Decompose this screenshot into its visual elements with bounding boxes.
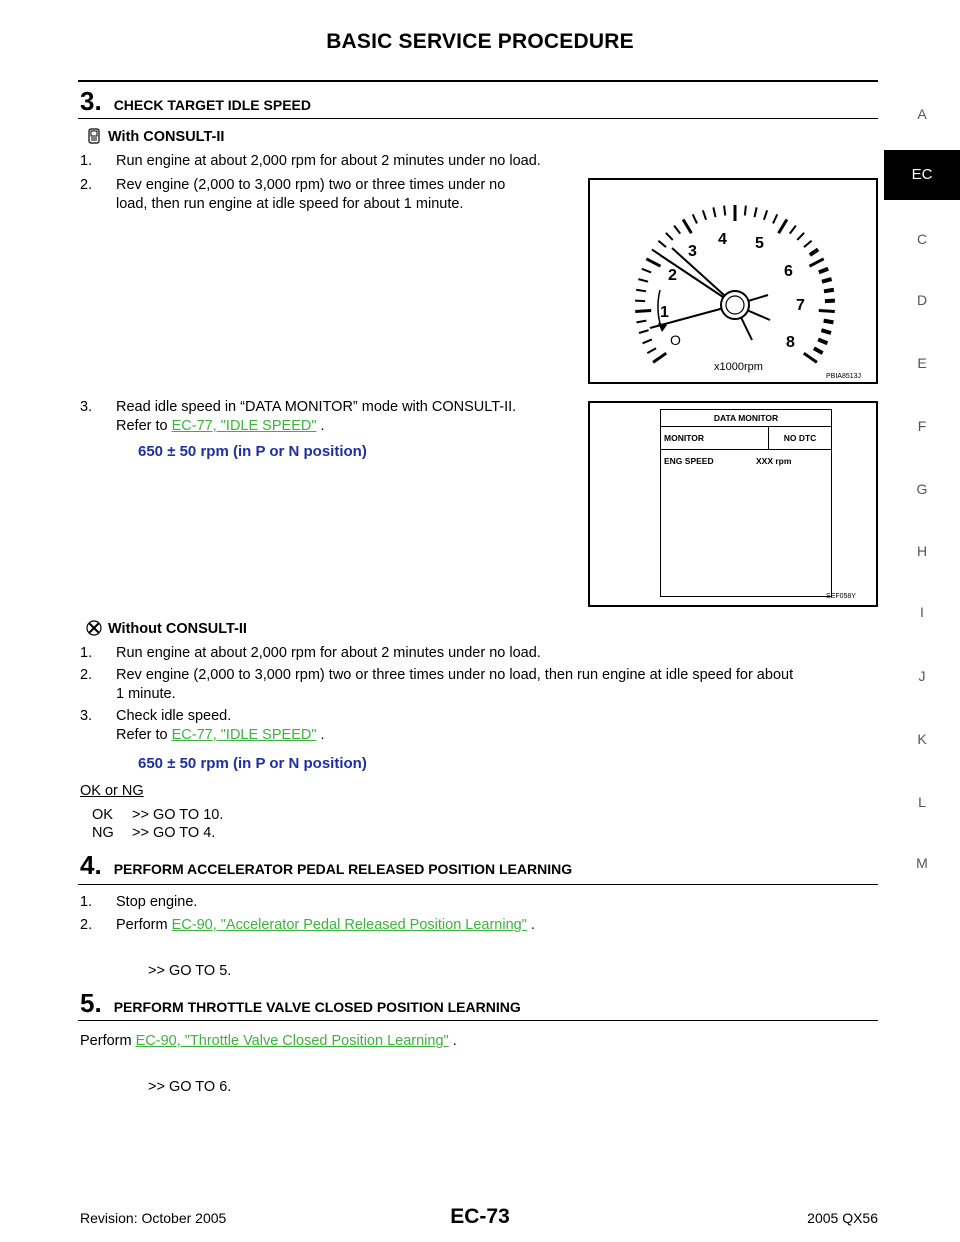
tach-number-2: 2 bbox=[668, 267, 677, 284]
tach-tick bbox=[713, 207, 715, 217]
tach-tick bbox=[635, 310, 651, 311]
step-number: 4. bbox=[80, 850, 102, 880]
goto-text: >> GO TO 5. bbox=[148, 963, 232, 979]
monitor-header-row bbox=[661, 427, 831, 450]
tach-tick bbox=[658, 241, 666, 247]
spec-idle-speed: 650 ± 50 rpm (in P or N position) bbox=[138, 755, 367, 772]
tach-tick bbox=[647, 348, 656, 353]
goto-text: >> GO TO 6. bbox=[148, 1079, 232, 1095]
tach-tick bbox=[810, 249, 818, 255]
tach-tick bbox=[646, 259, 660, 266]
tach-tick bbox=[666, 233, 673, 240]
tach-tick bbox=[773, 214, 777, 223]
tach-tick bbox=[819, 269, 828, 273]
list-item: 1. Run engine at about 2,000 rpm for about 2 minutes under no load. bbox=[80, 153, 541, 169]
side-tab-k[interactable]: K bbox=[917, 731, 927, 747]
side-tab-a[interactable]: A bbox=[917, 106, 927, 122]
no-tools-icon bbox=[86, 620, 102, 636]
step-title: PERFORM THROTTLE VALVE CLOSED POSITION LEARNING bbox=[113, 999, 521, 1015]
list-item: 2. Perform EC-90, "Accelerator Pedal Released Position Learning" . bbox=[80, 917, 535, 933]
step-number: 3. bbox=[80, 86, 102, 116]
tach-tick bbox=[790, 226, 796, 234]
without-consult-text: Without CONSULT-II bbox=[108, 621, 247, 637]
side-tab-f[interactable]: F bbox=[917, 418, 927, 434]
monitor-row-label: ENG SPEED bbox=[664, 456, 714, 466]
monitor-title: DATA MONITOR bbox=[661, 410, 831, 427]
tach-tick bbox=[643, 339, 652, 343]
result-row: OK >> GO TO 10. bbox=[92, 807, 224, 823]
footer-model: 2005 QX56 bbox=[807, 1210, 878, 1226]
tach-tick bbox=[724, 206, 725, 216]
tach-number-5: 5 bbox=[755, 235, 764, 252]
monitor-data-row bbox=[661, 450, 831, 472]
step-rule bbox=[78, 1020, 878, 1021]
list-item: 2. Rev engine (2,000 to 3,000 rpm) two or three times under no load, then run engine at idle speed for about 1 minute. bbox=[80, 667, 794, 702]
tach-tick bbox=[639, 330, 649, 333]
side-tab-j[interactable]: J bbox=[918, 668, 926, 684]
tach-tick bbox=[804, 241, 812, 247]
tach-tick bbox=[819, 310, 835, 311]
side-tab-i[interactable]: I bbox=[920, 604, 924, 620]
side-tab-e[interactable]: E bbox=[917, 355, 927, 371]
monitor-dtc-status: NO DTC bbox=[783, 433, 817, 443]
monitor-screen bbox=[660, 409, 832, 597]
side-tab-l[interactable]: L bbox=[918, 794, 926, 810]
without-consult-label bbox=[86, 620, 247, 639]
tach-number-0: O bbox=[670, 332, 681, 348]
tach-tick bbox=[637, 321, 647, 323]
consult-icon bbox=[86, 128, 102, 144]
footer-revision: Revision: October 2005 bbox=[80, 1210, 227, 1226]
tach-tick bbox=[821, 330, 831, 333]
accelerator-learning-link[interactable]: EC-90, "Accelerator Pedal Released Position Learning" bbox=[171, 917, 527, 933]
step-3-heading bbox=[80, 88, 311, 114]
side-tab-ec[interactable]: EC bbox=[884, 150, 960, 200]
tachometer-figure bbox=[588, 178, 878, 384]
idle-speed-link[interactable]: EC-77, "IDLE SPEED" bbox=[171, 727, 317, 743]
tach-tick bbox=[818, 339, 827, 343]
tach-tick bbox=[810, 259, 824, 266]
figure-code: SEF058Y bbox=[826, 593, 856, 600]
tach-tick bbox=[638, 279, 648, 282]
tachometer-illustration bbox=[590, 180, 876, 382]
tach-tick bbox=[822, 279, 832, 282]
tach-tick bbox=[764, 210, 767, 219]
side-tab-g[interactable]: G bbox=[916, 481, 928, 497]
tach-unit: x1000rpm bbox=[714, 361, 763, 373]
figure-code: PBIA8513J bbox=[826, 373, 862, 380]
side-tab-h[interactable]: H bbox=[916, 543, 928, 559]
result-label: OK or NG bbox=[80, 783, 144, 799]
tach-number-3: 3 bbox=[688, 243, 697, 260]
tach-tick bbox=[683, 220, 691, 234]
tach-number-7: 7 bbox=[796, 297, 805, 314]
list-item: 2. Rev engine (2,000 to 3,000 rpm) two or three times under no load, then run engine at idle speed for about 1 minute. bbox=[80, 177, 506, 212]
tach-tick bbox=[779, 220, 787, 234]
idle-speed-link[interactable]: EC-77, "IDLE SPEED" bbox=[171, 418, 317, 434]
page-number: EC-73 bbox=[450, 1205, 510, 1228]
tach-tick bbox=[674, 226, 680, 234]
tach-tick bbox=[636, 290, 646, 292]
with-consult-text: With CONSULT-II bbox=[108, 129, 225, 145]
throttle-learning-link[interactable]: EC-90, "Throttle Valve Closed Position Learning" bbox=[135, 1033, 449, 1049]
tach-tick bbox=[745, 206, 746, 216]
list-item: 3. Read idle speed in “DATA MONITOR” mode with CONSULT-II. Refer to EC-77, "IDLE SPEED" . bbox=[80, 399, 517, 434]
spec-idle-speed: 650 ± 50 rpm (in P or N position) bbox=[138, 443, 367, 460]
step-rule bbox=[78, 118, 878, 119]
step-number: 5. bbox=[80, 988, 102, 1018]
side-tab-c[interactable]: C bbox=[916, 231, 928, 247]
tach-tick bbox=[824, 290, 834, 292]
list-item: 3. Check idle speed. Refer to EC-77, "IDLE SPEED" . bbox=[80, 708, 325, 743]
tach-number-6: 6 bbox=[784, 263, 793, 280]
tach-number-8: 8 bbox=[786, 334, 795, 351]
tach-number-4: 4 bbox=[718, 231, 727, 248]
tach-tick bbox=[642, 269, 651, 273]
list-item: 1. Stop engine. bbox=[80, 894, 198, 910]
tach-tick bbox=[814, 348, 823, 353]
data-monitor-figure bbox=[588, 401, 878, 607]
side-tab-d[interactable]: D bbox=[916, 292, 928, 308]
monitor-row-value: XXX rpm bbox=[756, 456, 792, 466]
tach-tick bbox=[652, 249, 660, 255]
side-tab-m[interactable]: M bbox=[916, 855, 928, 871]
tach-tick bbox=[797, 233, 804, 240]
page-title: BASIC SERVICE PROCEDURE bbox=[326, 30, 634, 53]
header-rule bbox=[78, 80, 878, 82]
monitor-col-label: MONITOR bbox=[661, 427, 769, 449]
tach-tick bbox=[703, 210, 706, 219]
tach-tick bbox=[824, 321, 834, 323]
tach-tick bbox=[653, 353, 666, 362]
tach-number-1: 1 bbox=[660, 304, 669, 321]
tach-tick bbox=[693, 214, 697, 223]
paragraph: Perform EC-90, "Throttle Valve Closed Position Learning" . bbox=[80, 1033, 457, 1049]
step-title: PERFORM ACCELERATOR PEDAL RELEASED POSITION LEARNING bbox=[113, 861, 573, 877]
tach-tick bbox=[804, 353, 817, 362]
list-item: 1. Run engine at about 2,000 rpm for about 2 minutes under no load. bbox=[80, 645, 541, 661]
with-consult-label bbox=[86, 128, 224, 147]
step-title: CHECK TARGET IDLE SPEED bbox=[113, 97, 311, 113]
result-row: NG >> GO TO 4. bbox=[92, 825, 216, 841]
step-4-heading bbox=[80, 852, 572, 878]
step-5-heading bbox=[80, 990, 521, 1016]
step-rule bbox=[78, 884, 878, 885]
tach-tick bbox=[754, 207, 756, 217]
